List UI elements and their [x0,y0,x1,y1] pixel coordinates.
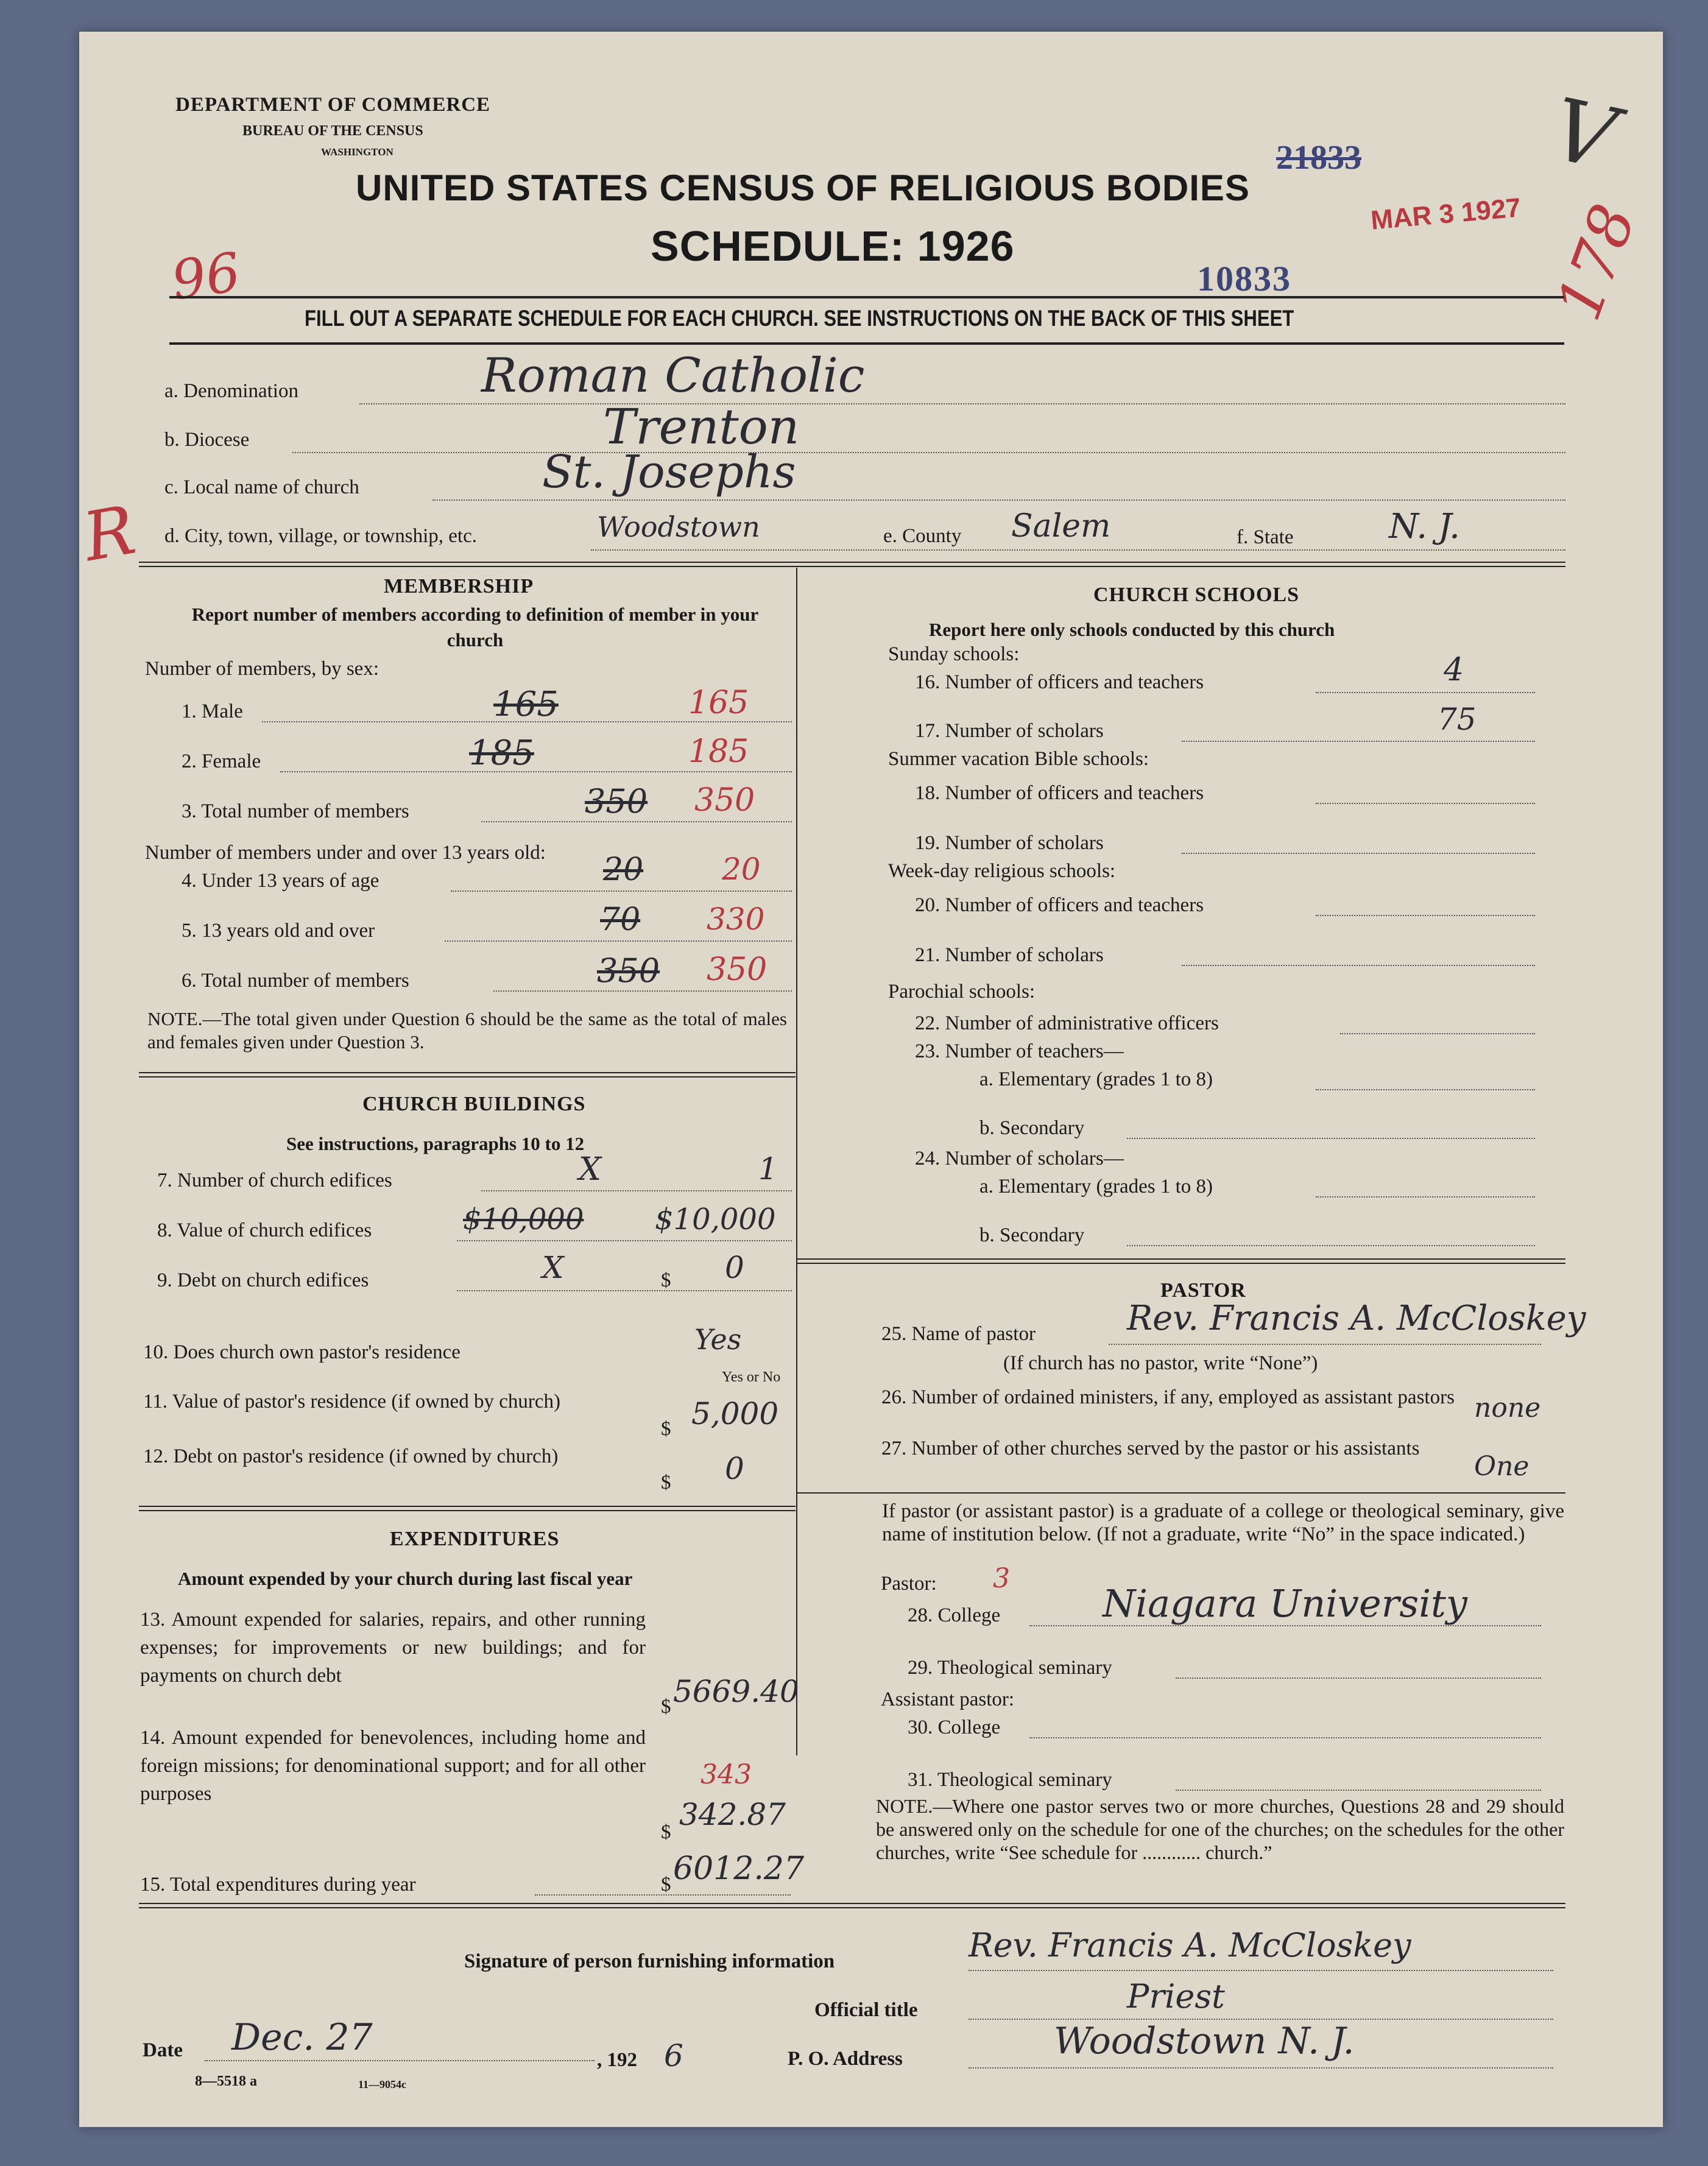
q5-line [445,940,792,942]
q10-label: 10. Does church own pastor's residence [143,1341,461,1363]
date-value[interactable]: Dec. 27 [231,2016,373,2059]
q21-line [1182,965,1535,966]
state-value[interactable]: N. J. [1389,507,1460,546]
q9-dollar: $ [661,1269,671,1291]
q14-value[interactable]: 342.87 [679,1797,786,1832]
pastor-title: PASTOR [1160,1279,1246,1302]
q8-value[interactable]: $10,000 [655,1202,776,1236]
q9-struck: X [542,1250,564,1285]
bureau-line: BUREAU OF THE CENSUS [242,123,423,139]
header-rule-top [169,296,1564,298]
q12-dollar: $ [661,1472,671,1494]
q28-label: 28. College [908,1604,1001,1626]
q5-label: 5. 13 years old and over [182,920,375,942]
q4-label: 4. Under 13 years of age [182,870,379,892]
date-line [205,2060,595,2061]
q17-value[interactable]: 75 [1438,702,1477,737]
county-value[interactable]: Salem [1011,508,1111,545]
q29-label: 29. Theological seminary [908,1657,1112,1679]
q16-line [1316,692,1535,693]
q6-label: 6. Total number of members [182,970,409,992]
q23-label: 23. Number of teachers— [915,1040,1124,1062]
census-schedule-sheet [79,32,1663,2127]
by-sex-label: Number of members, by sex: [145,658,379,680]
buildings-intro: See instructions, paragraphs 10 to 12 [286,1133,585,1154]
q1-struck: 165 [493,685,559,724]
q24b-line [1127,1245,1535,1246]
q11-label: 11. Value of pastor's residence (if owned by church) [143,1391,560,1413]
expenditures-top-rule [139,1506,796,1511]
q3-label: 3. Total number of members [182,800,409,822]
q1-label: 1. Male [182,700,243,722]
q16-value[interactable]: 4 [1444,652,1464,688]
denomination-line [359,403,1565,404]
q14-dollar: $ [661,1821,671,1843]
q23a-label: a. Elementary (grades 1 to 8) [979,1068,1213,1090]
buildings-title: CHURCH BUILDINGS [362,1093,586,1115]
local-name-line [432,499,1565,501]
q22-label: 22. Number of administrative officers [915,1012,1219,1034]
q7-line [481,1190,792,1191]
address-line [969,2067,1553,2069]
q23a-line [1316,1089,1535,1090]
q15-value[interactable]: 6012.27 [673,1850,805,1887]
form-title: UNITED STATES CENSUS OF RELIGIOUS BODIES [356,168,1250,208]
form-number: 8—5518 a [195,2073,257,2089]
q5-value[interactable]: 330 [707,901,765,937]
q31-label: 31. Theological seminary [908,1769,1112,1791]
stamp-number: 10833 [1197,259,1291,298]
q17-line [1182,741,1535,742]
q8-line [457,1240,792,1241]
state-label: f. State [1237,526,1294,548]
q2-value[interactable]: 185 [688,733,749,770]
year-prefix: , 192 [597,2049,637,2071]
q7-struck: X [579,1151,602,1188]
q3-line [481,821,792,822]
signature-line [969,1970,1553,1971]
q9-value[interactable]: 0 [725,1250,744,1285]
q23b-label: b. Secondary [979,1117,1085,1139]
q21-label: 21. Number of scholars [915,944,1104,966]
weekday-label: Week-day religious schools: [888,860,1116,882]
q10-hint: Yes or No [722,1369,781,1385]
official-title-value[interactable]: Priest [1127,1977,1225,2016]
q15-label: 15. Total expenditures during year [140,1874,416,1896]
q30-label: 30. College [908,1716,1001,1738]
q14-correction: 343 [700,1759,752,1790]
q20-line [1316,915,1535,916]
expenditures-title: EXPENDITURES [390,1528,560,1550]
q15-dollar: $ [661,1874,671,1896]
sunday-label: Sunday schools: [888,643,1020,665]
q25-hint: (If church has no pastor, write “None”) [1003,1352,1318,1374]
q16-label: 16. Number of officers and teachers [915,671,1204,693]
summer-label: Summer vacation Bible schools: [888,748,1149,770]
identity-bottom-rule [139,562,1565,567]
header-rule-bottom [169,342,1564,345]
signature-value[interactable]: Rev. Francis A. McCloskey [969,1926,1411,1964]
denomination-label: a. Denomination [164,380,298,402]
received-date-stamp: MAR 3 1927 [1369,192,1522,236]
official-title-label: Official title [814,1999,918,2021]
pastor-mark: 3 [993,1563,1010,1594]
q30-line [1029,1737,1541,1738]
q28-value[interactable]: Niagara University [1103,1581,1467,1626]
department-line: DEPARTMENT OF COMMERCE [175,94,491,116]
q27-value[interactable]: One [1474,1451,1530,1482]
by-age-label: Number of members under and over 13 years old: [145,842,546,864]
local-name-value[interactable]: St. Josephs [542,446,796,498]
stamp-struck-number: 21833 [1276,139,1361,177]
q24a-label: a. Elementary (grades 1 to 8) [979,1176,1213,1198]
pastor-top-rule [797,1258,1565,1264]
q25-value[interactable]: Rev. Francis A. McCloskey [1127,1299,1586,1338]
q12-label: 12. Debt on pastor's residence (if owned by church) [143,1445,559,1467]
q11-value[interactable]: 5,000 [691,1396,779,1431]
q6-struck: 350 [597,951,660,990]
buildings-top-rule [139,1072,796,1078]
denomination-value[interactable]: Roman Catholic [481,348,865,403]
q9-label: 9. Debt on church edifices [157,1269,369,1291]
year-value[interactable]: 6 [664,2038,683,2073]
schools-title: CHURCH SCHOOLS [1093,584,1299,606]
expenditures-intro: Amount expended by your church during last fiscal year [178,1568,633,1589]
q2-struck: 185 [469,733,534,773]
date-label: Date [143,2039,183,2061]
form-number-2: 11—9054c [358,2078,406,2090]
margin-mark-left: 96 [168,240,244,312]
q5-struck: 70 [600,901,641,938]
q6-value[interactable]: 350 [707,951,768,988]
city-value[interactable]: Woodstown [597,510,760,543]
membership-title: MEMBERSHIP [384,575,534,598]
diocese-line [292,452,1565,453]
center-divider [796,568,797,1755]
q3-struck: 350 [585,782,648,820]
q23b-line [1127,1138,1535,1139]
parochial-label: Parochial schools: [888,981,1036,1003]
city-line: WASHINGTON [321,146,393,158]
q4-struck: 20 [603,852,644,888]
q10-value[interactable]: Yes [694,1323,742,1356]
q17-label: 17. Number of scholars [915,720,1104,742]
q26-label: 26. Number of ordained ministers, if any, employed as assistant pastors [881,1386,1455,1408]
q22-line [1340,1033,1535,1034]
q29-line [1176,1677,1541,1679]
margin-mark-right: 178 [1542,195,1650,330]
q8-label: 8. Value of church edifices [157,1219,372,1241]
pastor-sublabel: Pastor: [881,1573,937,1595]
diocese-label: b. Diocese [164,429,250,451]
q25-line [1109,1344,1541,1345]
address-label: P. O. Address [788,2048,903,2070]
q2-line [280,771,792,772]
diocese-value[interactable]: Trenton [603,398,800,455]
q31-line [1176,1790,1541,1791]
q27-label: 27. Number of other churches served by the pastor or his assistants [881,1438,1420,1459]
q14-label: 14. Amount expended for benevolences, including home and foreign missions; for denominational support; and for all other purposes [140,1727,646,1805]
q12-value[interactable]: 0 [725,1451,744,1486]
q2-label: 2. Female [182,750,261,772]
q7-value[interactable]: 1 [758,1151,778,1187]
local-name-label: c. Local name of church [164,476,359,498]
q3-value[interactable]: 350 [694,782,755,819]
city-label: d. City, town, village, or township, etc. [164,525,477,547]
q19-line [1182,853,1535,854]
address-value[interactable]: Woodstown N. J. [1054,2020,1355,2062]
city-red-mark: R [77,490,141,577]
city-line [591,549,1565,551]
q13-dollar: $ [661,1696,671,1718]
q24-label: 24. Number of scholars— [915,1148,1124,1169]
footer-top-rule [139,1903,1565,1908]
q24a-line [1316,1196,1535,1198]
q19-label: 19. Number of scholars [915,832,1104,854]
q18-line [1316,803,1535,804]
q13-value[interactable]: 5669.40 [673,1674,799,1709]
schedule-title: SCHEDULE: 1926 [651,222,1015,270]
q6-line [493,990,792,992]
membership-intro: Report number of members according to definition of member in your church [191,604,759,651]
q25-label: 25. Name of pastor [881,1323,1036,1345]
q20-label: 20. Number of officers and teachers [915,894,1204,916]
q4-line [451,891,792,892]
q9-line [457,1290,792,1291]
q8-struck: $10,000 [463,1202,584,1236]
q1-value[interactable]: 165 [688,685,749,721]
schools-intro: Report here only schools conducted by this church [929,619,1335,640]
instruction-line: FILL OUT A SEPARATE SCHEDULE FOR EACH CHURCH. SEE INSTRUCTIONS ON THE BACK OF THIS SHEET [305,306,1294,331]
q13-label: 13. Amount expended for salaries, repairs, and other running expenses; for improvements or new buildings; and for payments on church debt [140,1609,646,1687]
q7-label: 7. Number of church edifices [157,1169,392,1191]
pastor-note: NOTE.—Where one pastor serves two or more churches, Questions 28 and 29 should be answered only on the schedule for one of the churches; on the schedules for the other churches, write “See schedule for ............ church.” [876,1795,1564,1863]
q26-value[interactable]: none [1474,1392,1541,1423]
county-label: e. County [883,525,962,547]
q4-value[interactable]: 20 [722,852,761,887]
graduate-intro: If pastor (or assistant pastor) is a graduate of a college or theological seminary, give name of institution below. (If not a graduate, write “No” in the space indicated.) [882,1500,1564,1545]
q18-label: 18. Number of officers and teachers [915,782,1204,804]
check-mark: V [1544,80,1625,190]
q24b-label: b. Secondary [979,1224,1085,1246]
graduate-top-rule [797,1492,1565,1494]
assistant-sublabel: Assistant pastor: [881,1688,1015,1710]
signature-label: Signature of person furnishing information [464,1950,835,1972]
q11-dollar: $ [661,1418,671,1440]
membership-note: NOTE.—The total given under Question 6 should be the same as the total of males and females given under Question 3. [147,1008,787,1053]
